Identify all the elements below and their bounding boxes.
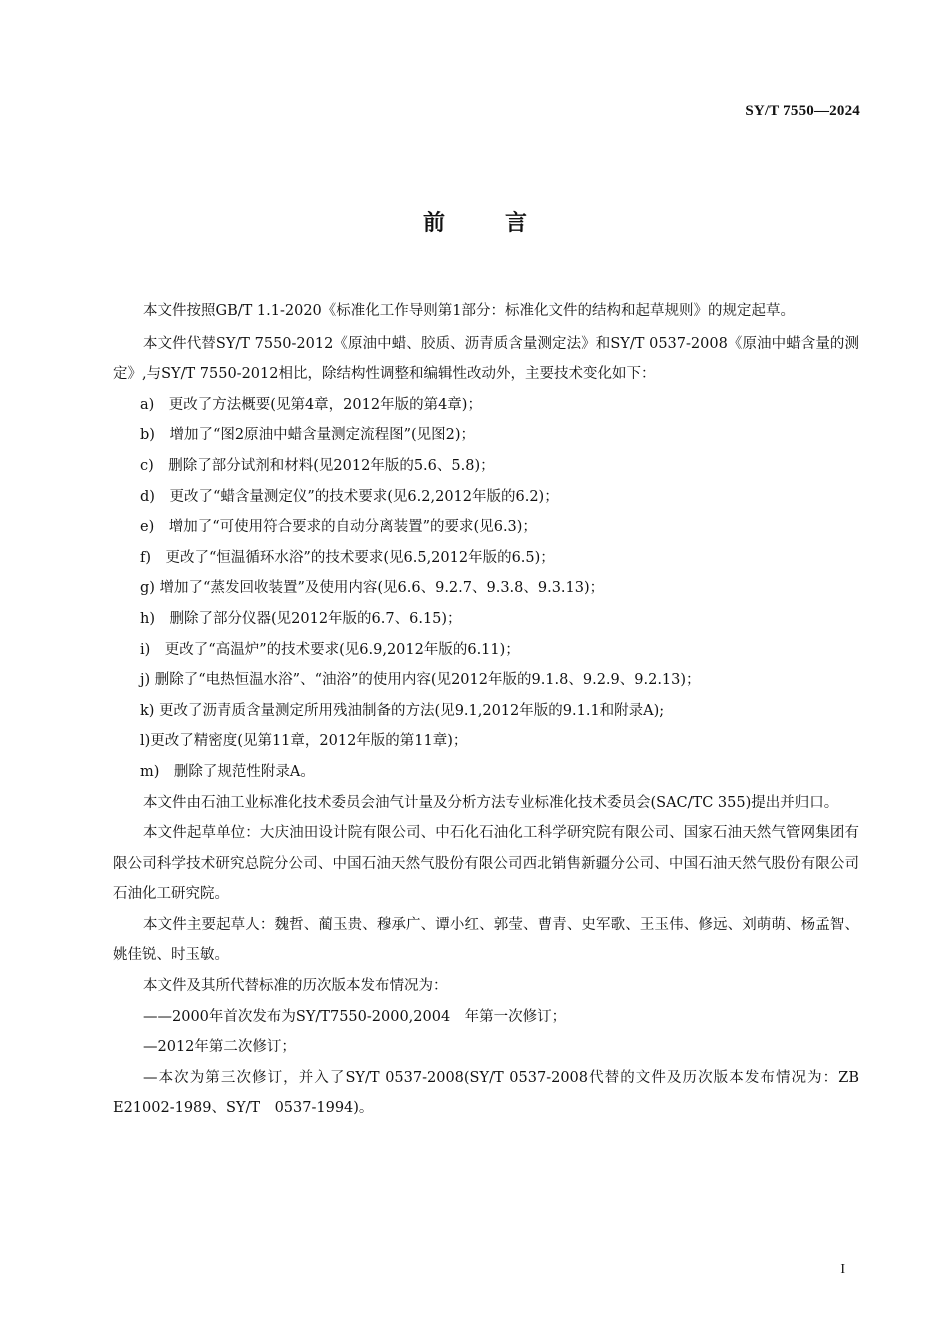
list-item: l)更改了精密度(见第11章，2012年版的第11章)； [140, 733, 468, 750]
standard-code: SY/T 7550—2024 [745, 103, 860, 119]
paragraph-drafting-units: 本文件起草单位：大庆油田设计院有限公司、中石化石油化工科学研究院有限公司、国家石油天然气管网集团有限公司科学技术研究总院分公司、中国石油天然气股份有限公司西北销售新疆分公司、中国石油天然气股份有限公司石油化工研究院。 [113, 825, 859, 903]
paragraph-replacement: 本文件代替SY/T 7550-2012《原油中蜡、胶质、沥青质含量测定法》和SY/T 0537-2008《原油中蜡含量的测定》,与SY/T 7550-2012相比，除结构性调整和编辑性改动外，主要技术变化如下： [113, 335, 859, 383]
list-item: j) 删除了“电热恒温水浴”、“油浴”的使用内容(见2012年版的9.1.8、9.2.9、9.2.13)； [140, 672, 701, 689]
foreword-body [113, 296, 874, 1124]
list-item: h) 删除了部分仪器(见2012年版的6.7、6.15)； [140, 610, 462, 627]
paragraph-drafters: 本文件主要起草人：魏哲、蔺玉贵、穆承广、谭小红、郭莹、曹青、史军歌、王玉伟、修远、刘萌萌、杨孟智、姚佳锐、时玉敏。 [113, 916, 859, 964]
history-item: —2012年第二次修订； [143, 1039, 296, 1056]
list-item: c) 删除了部分试剂和材料(见2012年版的5.6、5.8)； [140, 457, 495, 474]
page-title: 前言 [422, 211, 587, 236]
paragraph-proposer: 本文件由石油工业标准化技术委员会油气计量及分析方法专业标准化技术委员会(SAC/TC 355)提出并归口。 [143, 794, 839, 811]
list-item: g) 增加了“蒸发回收装置”及使用内容(见6.6、9.2.7、9.3.8、9.3.13)； [140, 580, 605, 597]
page-number: I [840, 1262, 845, 1277]
list-item: k) 更改了沥青质含量测定所用残油制备的方法(见9.1,2012年版的9.1.1和附录A); [140, 702, 665, 719]
history-item: ——2000年首次发布为SY/T7550-2000,2004 年第一次修订； [143, 1008, 567, 1025]
paragraph-basis: 本文件按照GB/T 1.1-2020《标准化工作导则第1部分：标准化文件的结构和起草规则》的规定起草。 [143, 303, 795, 319]
list-item: m) 删除了规范性附录A。 [140, 763, 315, 780]
list-item: a) 更改了方法概要(见第4章，2012年版的第4章)； [140, 396, 482, 413]
list-item: i) 更改了“高温炉”的技术要求(见6.9,2012年版的6.11)； [140, 641, 520, 658]
list-item: d) 更改了“蜡含量测定仪”的技术要求(见6.2,2012年版的6.2)； [140, 488, 559, 505]
list-item: f) 更改了“恒温循环水浴”的技术要求(见6.5,2012年版的6.5)； [140, 549, 555, 566]
changes-list [113, 390, 859, 788]
paragraph-history-intro: 本文件及其所代替标准的历次版本发布情况为： [143, 978, 448, 995]
history-item: —本次为第三次修订，并入了SY/T 0537-2008(SY/T 0537-2008代替的文件及历次版本发布情况为：ZB E21002-1989、SY/T 0537-1994)。 [113, 1069, 874, 1117]
list-item: b) 增加了“图2原油中蜡含量测定流程图”(见图2)； [140, 427, 476, 444]
list-item: e) 增加了“可使用符合要求的自动分离装置”的要求(见6.3)； [140, 519, 537, 536]
